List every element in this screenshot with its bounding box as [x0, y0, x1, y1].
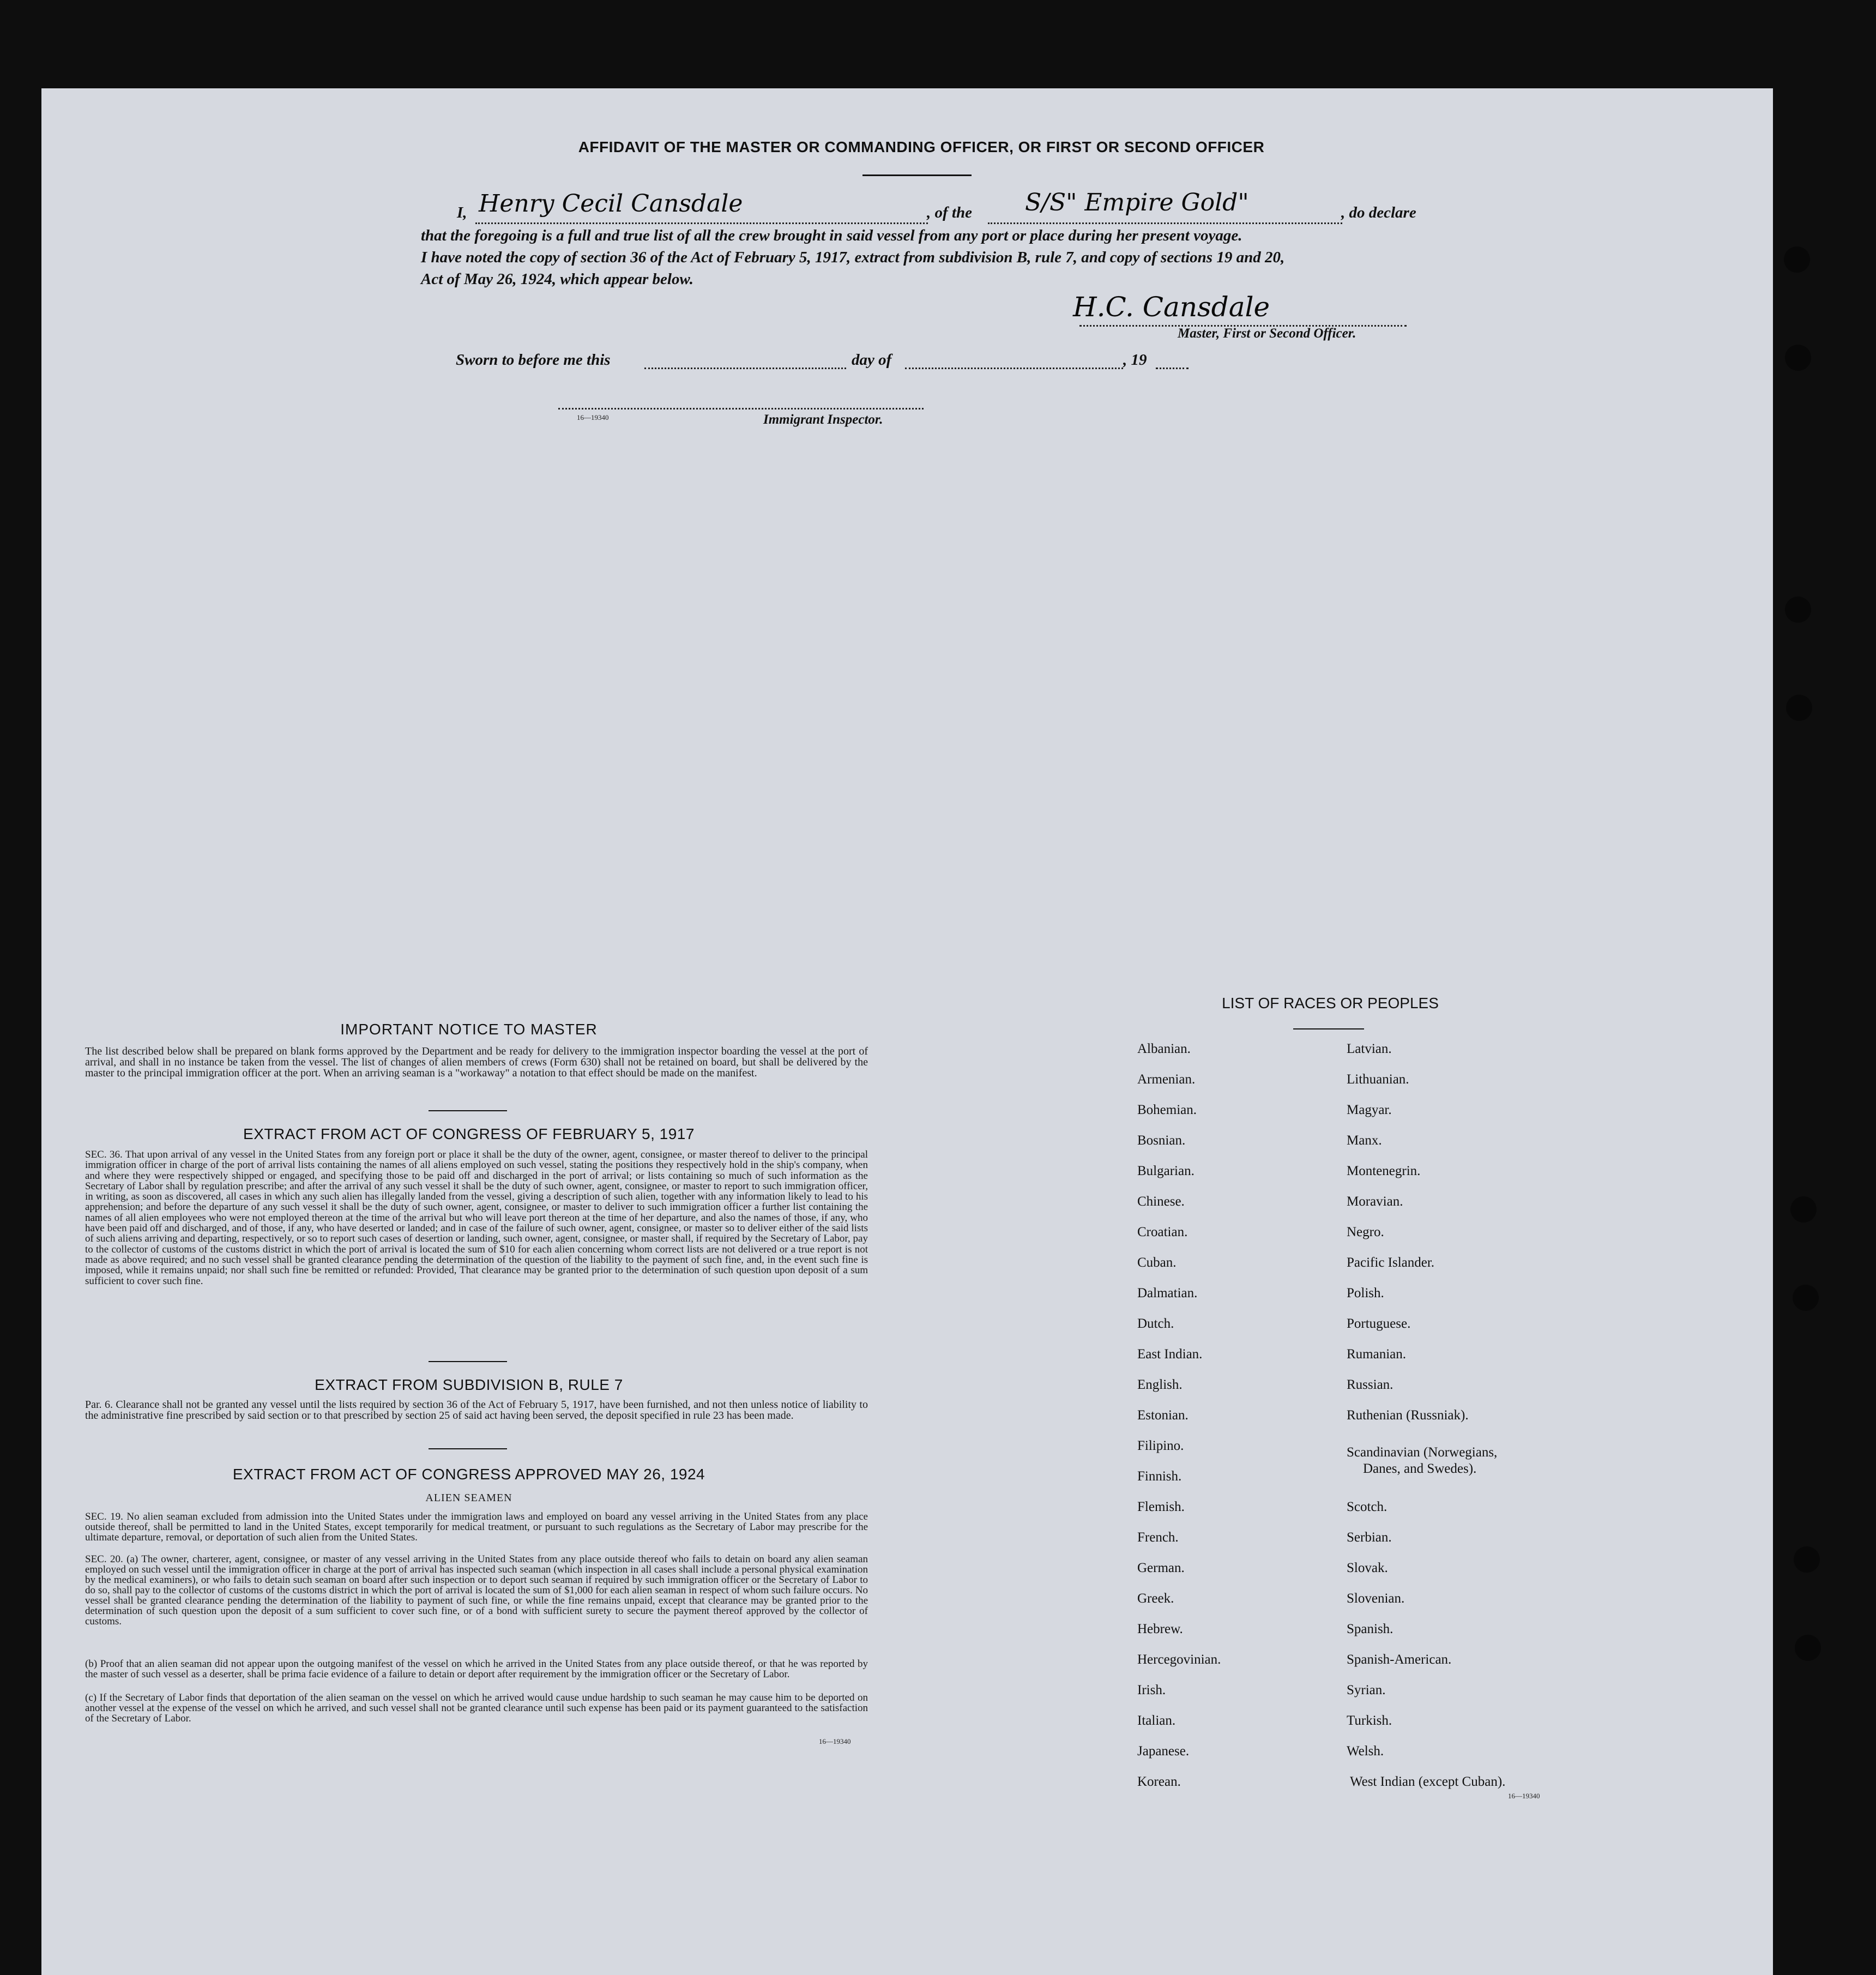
race-item: Hercegovinian.	[1137, 1652, 1221, 1667]
punch-hole	[1794, 1546, 1820, 1573]
subdivision-b-title: EXTRACT FROM SUBDIVISION B, RULE 7	[315, 1376, 623, 1393]
sworn-year-line	[1156, 368, 1189, 369]
race-item: Scotch.	[1347, 1500, 1388, 1514]
race-item: Filipino.	[1137, 1438, 1184, 1453]
inspector-caption: Immigrant Inspector.	[763, 412, 883, 427]
extract-1917-text: SEC. 36. That upon arrival of any vessel in the United States from any foreign port or place it shall be the duty of the owner, agent, consignee, or master thereof to deliver to the principal immigration officer in charge of the port of arrival lists containing the names of all aliens employed on such vessel, stating the positions they respectively hold in the ship's company, when and where they were respectively shipped or engaged, and specifying those to be paid off and discharged in the port of arrival; or lists containing so much of such information as the Secretary of Labor shall by regulation prescribe; and after the arrival of any such vessel it shall be the duty of such owner, agent, consignee, or master to report to such immigration officer, in writing, as soon as discovered, all cases in which any such alien has illegally landed from the vessel, giving a description of such alien, together with any information likely to lead to his apprehension; and before the departure of any such vessel it shall be the duty of such owner, agent, consignee, or master to deliver to such immigration officer a further list containing the names of all alien employees who were not employed thereon at the time of the arrival but who will leave port thereon at the time of her departure, and also the names of those, if any, who have been paid off and discharged, and of those, if any, who have deserted or landed; and in case of the failure of such owner, agent, consignee, or master so to deliver either of the said lists of such aliens arriving and departing, respectively, or so to report such cases of desertion or landing, such owner, agent, consignee, or master shall, if required by the Secretary of Labor, pay to the collector of customs of the customs district in which the port of arrival is located the sum of $10 for each alien concerning whom correct lists are not delivered or a true report is not made as above required; and no such vessel shall be granted clearance pending the determination of the question of the liability to the payment of such fine, and, in the event such fine is imposed, while it remains unpaid; nor shall such fine be remitted or refunded: Provided, That clearance may be granted prior to the determination of such question upon deposit of a sum sufficient to cover such fine.	[85, 1149, 868, 1287]
year-prefix: , 19	[1123, 351, 1147, 369]
alien-seamen-subtitle: ALIEN SEAMEN	[425, 1492, 512, 1504]
punch-hole	[1793, 1285, 1819, 1311]
race-item: Finnish.	[1137, 1469, 1182, 1484]
form-number-extract: 16—19340	[819, 1737, 851, 1745]
race-item: Latvian.	[1347, 1041, 1392, 1056]
race-item: Ruthenian (Russniak).	[1347, 1408, 1469, 1423]
race-item: Bohemian.	[1137, 1103, 1197, 1117]
master-name-handwritten: Henry Cecil Cansdale	[479, 190, 743, 218]
extract-1924-sec20b: (b) Proof that an alien seaman did not appear upon the outgoing manifest of the vessel on which he arrived in the United States from any place outside thereof, or that he was reported by the master of such vessel as a deserter, shall be prima facie evidence of a failure to detain or deport after requirement by the immigration officer or the Secretary of Labor.	[85, 1658, 868, 1680]
affidavit-line-3: I have noted the copy of section 36 of the Act of February 5, 1917, extract from subdivision B, rule 7, and copy of sections 19 and 20,	[421, 249, 1285, 266]
race-item: Spanish.	[1347, 1622, 1394, 1636]
race-item: Welsh.	[1347, 1744, 1384, 1759]
races-title-underline	[1293, 1028, 1364, 1029]
race-item: Slovak.	[1347, 1561, 1388, 1575]
race-item: Portuguese.	[1347, 1316, 1411, 1331]
subdivision-b-text: Par. 6. Clearance shall not be granted any vessel until the lists required by section 36 of the Act of February 5, 1917, have been furnished, and not then unless notice of liability to the administrative fine prescribed by said section or to that prescribed by section 25 of said act having been served, the deposit specified in rule 23 has been made.	[85, 1399, 868, 1422]
race-item: Armenian.	[1137, 1072, 1196, 1087]
race-item: Flemish.	[1137, 1500, 1185, 1514]
race-item: West Indian (except Cuban).	[1350, 1774, 1506, 1789]
race-item: German.	[1137, 1561, 1185, 1575]
extract-1917-title: EXTRACT FROM ACT OF CONGRESS OF FEBRUARY 5, 1917	[243, 1125, 695, 1142]
form-number-affidavit: 16—19340	[577, 413, 609, 422]
of-the-label: , of the	[927, 204, 972, 221]
punch-hole	[1785, 597, 1811, 623]
notice-title: IMPORTANT NOTICE TO MASTER	[340, 1021, 598, 1038]
race-item: Italian.	[1137, 1713, 1176, 1728]
race-item: Irish.	[1137, 1683, 1166, 1697]
race-item: Dalmatian.	[1137, 1286, 1198, 1300]
race-item: Estonian.	[1137, 1408, 1189, 1423]
races-title: LIST OF RACES OR PEOPLES	[1222, 995, 1439, 1011]
race-item: Pacific Islander.	[1347, 1255, 1435, 1270]
race-item: Syrian.	[1347, 1683, 1386, 1697]
race-item: Bulgarian.	[1137, 1164, 1195, 1178]
divider	[429, 1448, 507, 1449]
race-item: Montenegrin.	[1347, 1164, 1421, 1178]
race-item: Negro.	[1347, 1225, 1384, 1239]
race-item: Japanese.	[1137, 1744, 1190, 1759]
title-underline	[862, 174, 972, 176]
inspector-signature-line	[558, 408, 924, 410]
sworn-label: Sworn to before me this	[456, 351, 611, 369]
extract-1924-sec19: SEC. 19. No alien seaman excluded from admission into the United States under the immigration laws and employed on board any vessel arriving in the United States from any place outside thereof, shall be permitted to land in the United States, except temporarily for medical treatment, or pursuant to such regulations as the Secretary of Labor may prescribe for the ultimate departure, removal, or deportation of such alien from the United States.	[85, 1511, 868, 1543]
master-name-line	[475, 222, 928, 224]
sworn-day-line	[644, 368, 846, 369]
notice-text: The list described below shall be prepared on blank forms approved by the Department and be ready for delivery to the immigration inspector boarding the vessel at the port of arrival, and shall in no instance be taken from the vessel. The list of changes of alien members of crews (Form 630) shall not be retained on board, but shall be delivered by the master to the principal immigration officer at the port. When an arriving seaman is a "workaway" a notation to that effect should be made on the manifest.	[85, 1045, 868, 1079]
race-item: Hebrew.	[1137, 1622, 1183, 1636]
vessel-name-line	[988, 222, 1342, 224]
race-item: Polish.	[1347, 1286, 1384, 1300]
sworn-month-line	[905, 368, 1123, 369]
form-number-races: 16—19340	[1508, 1792, 1540, 1800]
race-item: Lithuanian.	[1347, 1072, 1409, 1087]
affidavit-line-2: that the foregoing is a full and true list of all the crew brought in said vessel from any port or place during her present voyage.	[421, 227, 1242, 244]
affidavit-title: AFFIDAVIT OF THE MASTER OR COMMANDING OFFICER, OR FIRST OR SECOND OFFICER	[578, 139, 1265, 155]
race-item: Scandinavian (Norwegians,	[1347, 1445, 1498, 1460]
punch-hole	[1795, 1635, 1821, 1661]
race-item: Danes, and Swedes).	[1363, 1461, 1477, 1476]
do-declare-label: , do declare	[1341, 204, 1416, 221]
race-item: Cuban.	[1137, 1255, 1177, 1270]
race-item: Dutch.	[1137, 1316, 1174, 1331]
race-item: Turkish.	[1347, 1713, 1392, 1728]
race-item: Greek.	[1137, 1591, 1174, 1606]
extract-1924-sec20a: SEC. 20. (a) The owner, charterer, agent, consignee, or master of any vessel arriving in the United States from any place outside thereof who fails to detain on board any alien seaman employed on such vessel until the immigration officer in charge at the port of arrival has inspected such seaman (which inspection in all cases shall include a personal physical examination by the medical examiners), or who fails to detain such seaman on board after such inspection or to deport such seaman if required by such immigration officer or the Secretary of Labor to do so, shall pay to the collector of customs of the customs district in which the port of arrival is located the sum of $1,000 for each alien seaman in respect of whom such failure occurs. No vessel shall be granted clearance pending the determination of the liability to payment of such fine, or while the fine remains unpaid, except that clearance may be granted prior to the determination of such question upon the deposit of a sum sufficient to cover such fine, or of a bond with sufficient surety to secure the payment thereof approved by the collector of customs.	[85, 1553, 868, 1627]
race-item: Serbian.	[1347, 1530, 1392, 1545]
divider	[429, 1361, 507, 1362]
punch-hole	[1786, 695, 1812, 721]
officer-signature: H.C. Cansdale	[1073, 291, 1270, 323]
affidavit-line-4: Act of May 26, 1924, which appear below.	[421, 270, 693, 288]
race-item: Croatian.	[1137, 1225, 1188, 1239]
race-item: Manx.	[1347, 1133, 1382, 1148]
race-item: Magyar.	[1347, 1103, 1392, 1117]
punch-hole	[1784, 246, 1810, 273]
race-item: English.	[1137, 1377, 1183, 1392]
race-item: Chinese.	[1137, 1194, 1185, 1209]
race-item: East Indian.	[1137, 1347, 1203, 1362]
race-item: Korean.	[1137, 1774, 1181, 1789]
race-item: French.	[1137, 1530, 1179, 1545]
race-item: Spanish-American.	[1347, 1652, 1452, 1667]
race-item: Moravian.	[1347, 1194, 1403, 1209]
punch-hole	[1790, 1196, 1817, 1223]
race-item: Russian.	[1347, 1377, 1394, 1392]
punch-hole	[1785, 345, 1811, 371]
extract-1924-sec20c: (c) If the Secretary of Labor finds that deportation of the alien seaman on the vessel on which he arrived would cause undue hardship to such seaman he may cause him to be deported on another vessel at the expense of the vessel on which he arrived, and such vessel shall not be granted clearance until such expense has been paid or its payment guaranteed to the satisfaction of the Secretary of Labor.	[85, 1692, 868, 1724]
race-item: Slovenian.	[1347, 1591, 1405, 1606]
race-item: Bosnian.	[1137, 1133, 1186, 1148]
extract-1924-title: EXTRACT FROM ACT OF CONGRESS APPROVED MAY 26, 1924	[232, 1466, 705, 1483]
i-label: I,	[457, 204, 467, 221]
vessel-name-handwritten: S/S" Empire Gold"	[1025, 189, 1249, 216]
divider	[429, 1110, 507, 1111]
day-of-label: day of	[852, 351, 892, 369]
race-item: Rumanian.	[1347, 1347, 1407, 1362]
race-item: Albanian.	[1137, 1041, 1191, 1056]
signature-caption: Master, First or Second Officer.	[1178, 326, 1356, 341]
